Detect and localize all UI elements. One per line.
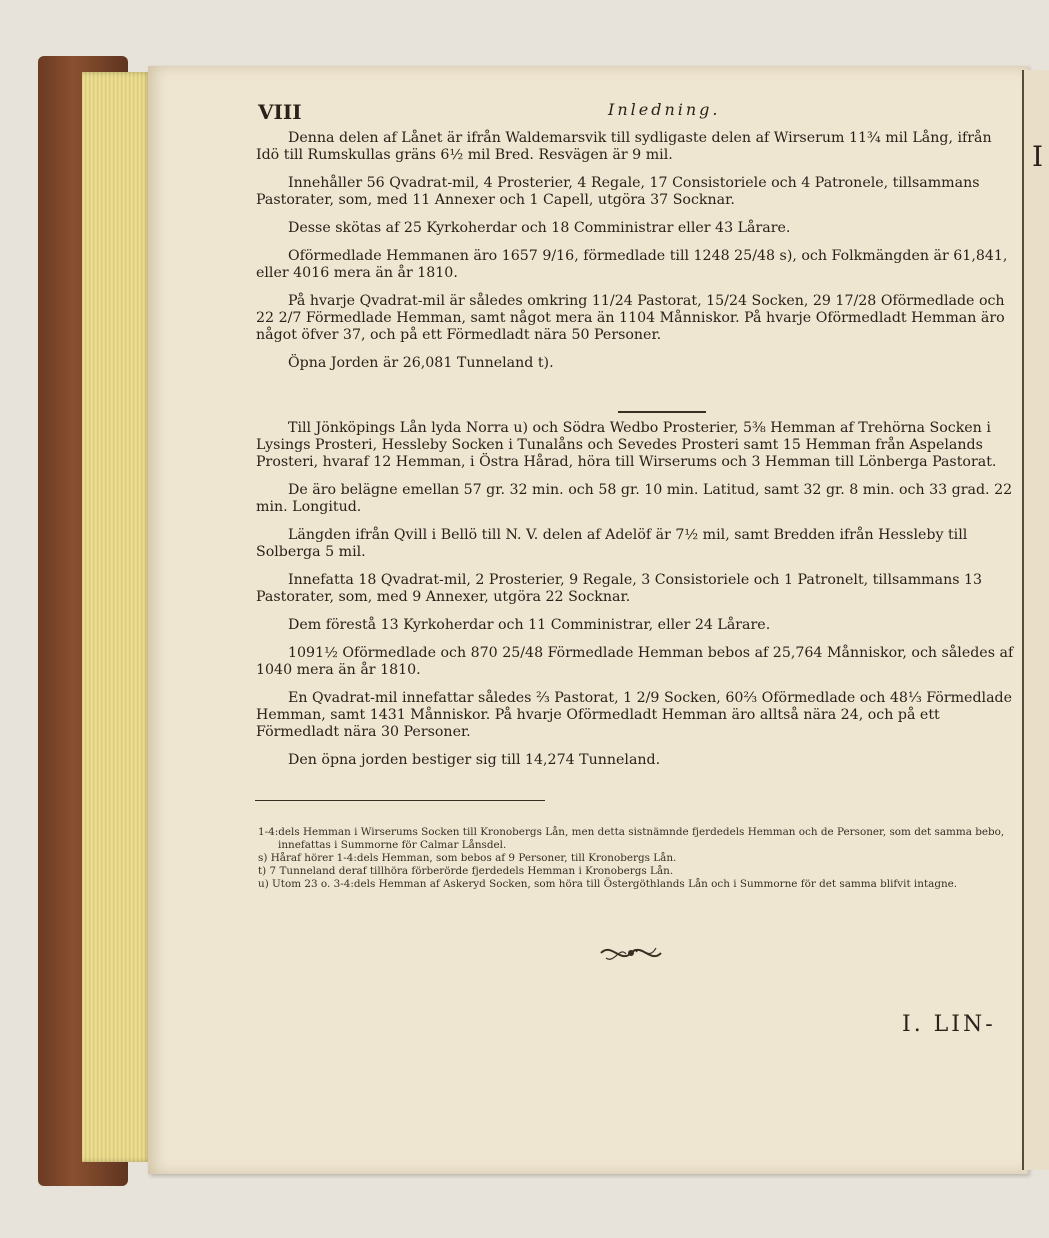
paragraph: Desse skötas af 25 Kyrkoherdar och 18 Comministrar eller 43 Lårare. xyxy=(288,220,791,236)
catchword: I. LIN- xyxy=(902,1012,996,1037)
footnote: s) Håraf hörer 1-4:dels Hemman, som bebos af 9 Personer, till Kronobergs Lån. xyxy=(258,852,677,864)
paragraph: 1091½ Oförmedlade och 870 25/48 Förmedlade Hemman bebos af 25,764 Månniskor, och således af 1040 mera än år 1810. xyxy=(256,645,1014,678)
page-edges xyxy=(82,72,152,1162)
page-number: VIII xyxy=(258,100,302,124)
next-page-edge xyxy=(1022,70,1049,1170)
footnote: 1-4:dels Hemman i Wirserums Socken till Kronobergs Lån, men detta sistnämnde fjerdedels Hemman och de Personer, som det samma bebo, innefattas i Summorne för Calmar Lånsdel. xyxy=(258,826,1005,851)
footnotes xyxy=(258,826,1018,891)
paragraph: De äro belägne emellan 57 gr. 32 min. och 58 gr. 10 min. Latitud, samt 32 gr. 8 min. och 33 grad. 22 min. Longitud. xyxy=(256,482,1013,515)
section-jonkoping xyxy=(256,420,1016,780)
paragraph: Oförmedlade Hemmanen äro 1657 9/16, förmedlade till 1248 25/48 s), och Folkmängden är 61,841, eller 4016 mera än år 1810. xyxy=(256,248,1008,281)
section-divider xyxy=(618,411,706,413)
next-page-mark: I xyxy=(1032,140,1044,173)
running-title: Inledning. xyxy=(608,100,721,119)
footnote: u) Utom 23 o. 3-4:dels Hemman af Askeryd Socken, som höra till Östergöthlands Lån och i Summorne för det samma blifvit intagne. xyxy=(258,878,958,890)
paragraph: En Qvadrat-mil innefattar således ⅔ Pastorat, 1 2/9 Socken, 60⅔ Oförmedlade och 48⅓ Förmedlade Hemman, samt 1431 Månniskor. På hvarje Oförmedladt Hemman äro alltså nära 24, och på ett Förmedladt nära 30 Personer. xyxy=(256,690,1013,740)
paragraph: Längden ifrån Qvill i Bellö till N. V. delen af Adelöf är 7½ mil, samt Bredden ifrån Hessleby till Solberga 5 mil. xyxy=(256,527,968,560)
paragraph: På hvarje Qvadrat-mil är således omkring 11/24 Pastorat, 15/24 Socken, 29 17/28 Oförmedlade och 22 2/7 Förmedlade Hemman, samt något mera än 1104 Månniskor. På hvarje Oförmedladt Hemman äro något öfver 37, och på ett Förmedladt nära 50 Personer. xyxy=(256,293,1005,343)
paragraph: Öpna Jorden är 26,081 Tunneland t). xyxy=(288,355,554,371)
paragraph: Denna delen af Lånet är ifrån Waldemarsvik till sydligaste delen af Wirserum 11¾ mil Lång, ifrån Idö till Rumskullas gräns 6½ mil Bred. Resvägen är 9 mil. xyxy=(256,130,992,163)
footnote-rule xyxy=(255,800,545,801)
paragraph: Innefatta 18 Qvadrat-mil, 2 Prosterier, 9 Regale, 3 Consistoriele och 1 Patronelt, tillsammans 13 Pastorater, som, med 9 Annexer, utgöra 22 Socknar. xyxy=(256,572,983,605)
footnote: t) 7 Tunneland deraf tillhöra förberörde fjerdedels Hemman i Kronobergs Lån. xyxy=(258,865,674,877)
ornament-icon xyxy=(596,940,666,966)
paragraph: Dem förestå 13 Kyrkoherdar och 11 Comministrar, eller 24 Lårare. xyxy=(288,617,771,633)
paragraph: Innehåller 56 Qvadrat-mil, 4 Prosterier, 4 Regale, 17 Consistoriele och 4 Patronele, tillsammans Pastorater, som, med 11 Annexer och 1 Capell, utgöra 37 Socknar. xyxy=(256,175,980,208)
paragraph: Till Jönköpings Lån lyda Norra u) och Södra Wedbo Prosterier, 5⅜ Hemman af Trehörna Socken i Lysings Prosteri, Hessleby Socken i Tunalåns och Sevedes Prosteri samt 15 Hemman från Aspelands Prosteri, hvaraf 12 Hemman, i Östra Hårad, höra till Wirserums och 3 Hemman till Lönberga Pastorat. xyxy=(256,420,997,470)
paragraph: Den öpna jorden bestiger sig till 14,274 Tunneland. xyxy=(288,752,661,768)
section-calmar xyxy=(256,130,1016,383)
